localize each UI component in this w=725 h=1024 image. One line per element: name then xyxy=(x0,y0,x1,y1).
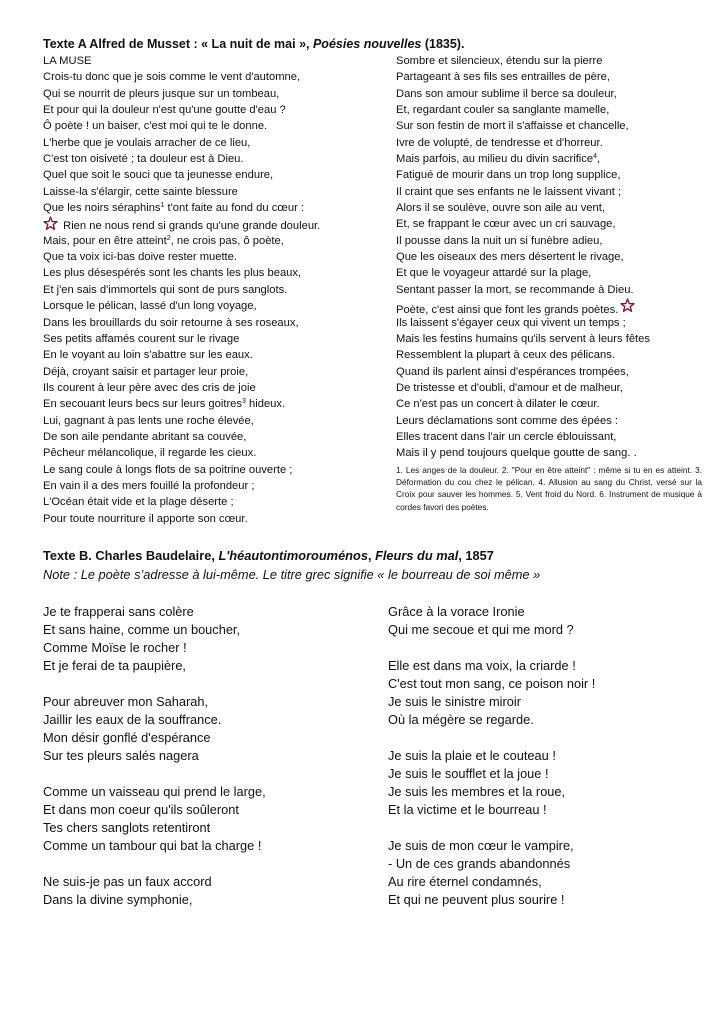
verse-line xyxy=(43,445,383,461)
verse-line: Ne suis-je pas un faux accord xyxy=(43,874,212,889)
star-outline-icon xyxy=(43,216,58,231)
verse-line: Sur tes pleurs salés nagera xyxy=(43,748,199,763)
texte-a-title-work: Poésies nouvelles xyxy=(312,37,422,51)
verse-line xyxy=(43,86,383,102)
verse-text: En vain il a des mers fouillé la profondeur ; xyxy=(43,479,255,492)
verse-text: Ils courent à leur père avec des cris de joie xyxy=(43,381,256,394)
verse-line xyxy=(396,69,706,85)
verse-text: Sombre et silencieux, étendu sur la pierre xyxy=(396,55,603,67)
verse-line xyxy=(43,478,383,494)
star-outline-icon xyxy=(620,298,635,313)
verse-line: Je suis le sinistre miroir xyxy=(388,694,521,709)
texte-a-left-column xyxy=(43,53,383,527)
verse-line xyxy=(396,53,706,69)
verse-text: Mais les festins humains qu'ils servent à leurs fêtes xyxy=(396,332,650,345)
verse-line: Et qui ne peuvent plus sourire ! xyxy=(388,892,565,907)
verse-line xyxy=(43,429,383,445)
verse-text: Fatigué de mourir dans un trop long supplice, xyxy=(396,169,621,182)
verse-line xyxy=(43,494,383,510)
verse-text: Mais parfois, au milieu du divin sacrifice xyxy=(396,153,594,166)
footnotes: 1. Les anges de la douleur. 2. "Pour en être atteint" : même si tu en es atteint. 3. Déformation du cou chez le pélican. 4. Allusion au sang du Christ, versé sur la Croix pour sauver les hommes. 5. Vent froid du Nord. 6. Instrument de musique à cordes favori des poètes. xyxy=(396,465,702,512)
verse-line: Dans la divine symphonie, xyxy=(43,892,193,907)
verse-text: De tristesse et d'oubli, d'amour et de malheur, xyxy=(396,381,623,394)
stanza xyxy=(388,603,708,639)
verse-text-after: t'ont faite au fond du cœur : xyxy=(164,202,305,215)
texte-b-title-work: L'héautontimorouménos xyxy=(218,548,368,563)
footnote-marker: 2 xyxy=(166,234,171,242)
verse-text: Laisse-la s'élargir, cette sainte blessure xyxy=(43,185,238,198)
texte-a-right-column xyxy=(396,53,706,462)
verse-line xyxy=(43,53,383,69)
verse-text: Quel que soit le souci que ta jeunesse endure, xyxy=(43,169,274,182)
verse-line xyxy=(43,135,383,151)
verse-line xyxy=(43,200,383,216)
footnote-marker: 4 xyxy=(593,153,598,161)
verse-line xyxy=(396,265,706,281)
verse-line xyxy=(43,396,383,412)
verse-line xyxy=(396,200,706,216)
verse-line xyxy=(396,167,706,183)
stanza xyxy=(43,693,363,765)
verse-line: - Un de ces grands abandonnés xyxy=(388,856,571,871)
verse-line xyxy=(43,265,383,281)
verse-text: Lorsque le pélican, lassé d'un long voyage, xyxy=(43,300,257,313)
verse-line xyxy=(43,233,383,249)
verse-line xyxy=(396,249,706,265)
verse-text: L'herbe que je voulais arracher de ce lieu, xyxy=(43,136,251,149)
verse-line xyxy=(396,216,706,232)
verse-text: Dans les brouillards du soir retourne à ses roseaux, xyxy=(43,316,299,329)
verse-line xyxy=(43,380,383,396)
verse-line xyxy=(396,429,706,445)
verse-text: En le voyant au loin s'abattre sur les eaux. xyxy=(43,349,253,362)
verse-line: Comme Moïse le rocher ! xyxy=(43,640,187,655)
verse-text: Et, regardant couler sa sanglante mamelle, xyxy=(396,104,610,117)
verse-line xyxy=(396,331,706,347)
texte-b-title xyxy=(43,548,703,563)
verse-text: Partageant à ses fils ses entrailles de père, xyxy=(396,71,610,84)
stanza xyxy=(388,657,708,729)
verse-text: Sur son festin de mort il s'affaisse et chancelle, xyxy=(396,120,629,133)
verse-line: Je te frapperai sans colère xyxy=(43,604,194,619)
verse-text: Qui se nourrit de pleurs jusque sur un tombeau, xyxy=(43,87,280,100)
texte-a-title-date: (1835). xyxy=(421,37,465,51)
verse-text: Leurs déclamations sont comme des épées : xyxy=(396,414,619,427)
verse-text: C'est ton oisiveté ; ta douleur est à Dieu. xyxy=(43,153,244,166)
texte-b-note: Note : Le poète s’adresse à lui-même. Le titre grec signifie « le bourreau de soi même » xyxy=(43,567,541,582)
verse-text: Mais, pour en être atteint xyxy=(43,234,167,247)
verse-text: De son aile pendante abritant sa couvée, xyxy=(43,430,247,443)
verse-text-after: , ne crois pas, ô poète, xyxy=(170,234,284,247)
verse-text: Déjà, croyant saisir et partager leur proie, xyxy=(43,365,249,378)
verse-text: Ses petits affamés courent sur le rivage xyxy=(43,332,240,345)
verse-line: Et sans haine, comme un boucher, xyxy=(43,622,241,637)
verse-line xyxy=(396,315,706,331)
verse-line: Mon désir gonflé d'espérance xyxy=(43,730,211,745)
verse-line xyxy=(43,315,383,331)
texte-b-title-sep: , xyxy=(367,548,376,563)
verse-text: Alors il se soulève, ouvre son aile au vent, xyxy=(396,202,605,215)
verse-text-after: hideux. xyxy=(245,398,286,411)
texte-a-title xyxy=(43,37,703,51)
verse-line xyxy=(43,364,383,380)
verse-line xyxy=(396,396,706,412)
verse-line xyxy=(43,347,383,363)
verse-text: Les plus désespérés sont les chants les plus beaux, xyxy=(43,267,302,280)
verse-line xyxy=(396,102,706,118)
verse-line: Au rire éternel condamnés, xyxy=(388,874,542,889)
verse-line xyxy=(43,167,383,183)
verse-line xyxy=(43,249,383,265)
verse-line: Pour abreuver mon Saharah, xyxy=(43,694,209,709)
texte-b-right-column xyxy=(388,603,708,927)
stanza xyxy=(43,873,363,909)
verse-text: Et que le voyageur attardé sur la plage, xyxy=(396,267,592,280)
verse-line xyxy=(396,135,706,151)
verse-line xyxy=(396,282,706,298)
verse-line xyxy=(396,364,706,380)
verse-text: Dans son amour sublime il berce sa douleur, xyxy=(396,87,617,100)
verse-line xyxy=(43,151,383,167)
verse-text: Et pour qui la douleur n'est qu'une goutte d'eau ? xyxy=(43,104,286,117)
verse-line xyxy=(43,282,383,298)
verse-line xyxy=(43,216,383,232)
texte-b-title-author: Texte B. Charles Baudelaire, xyxy=(43,548,219,563)
verse-text: Et, se frappant le cœur avec un cri sauvage, xyxy=(396,218,616,231)
verse-text: Poète, c'est ainsi que font les grands poètes. xyxy=(396,304,619,317)
verse-line xyxy=(396,380,706,396)
stanza xyxy=(43,603,363,675)
verse-line xyxy=(43,69,383,85)
verse-line: Jaillir les eaux de la souffrance. xyxy=(43,712,222,727)
verse-text: LA MUSE xyxy=(43,55,92,67)
verse-line xyxy=(396,298,706,317)
verse-text: Ce n'est pas un concert à dilater le cœur. xyxy=(396,398,600,411)
verse-line xyxy=(396,233,706,249)
verse-line: Et je ferai de ta paupière, xyxy=(43,658,186,673)
verse-line: Comme un vaisseau qui prend le large, xyxy=(43,784,266,799)
verse-text: Sentant passer la mort, se recommande à Dieu. xyxy=(396,283,634,296)
verse-text: Ils laissent s'égayer ceux qui vivent un temps ; xyxy=(396,316,626,329)
verse-text: Pêcheur mélancolique, il regarde les cieux. xyxy=(43,447,257,460)
verse-line: Je suis les membres et la roue, xyxy=(388,784,566,799)
verse-text: En secouant leurs becs sur leurs goitres xyxy=(43,398,242,411)
verse-text: Ivre de volupté, de tendresse et d'horreur. xyxy=(396,136,603,149)
verse-line xyxy=(396,86,706,102)
verse-line: Je suis le soufflet et la joue ! xyxy=(388,766,549,781)
texte-a-title-author: Texte A Alfred de Musset : « La nuit de mai », xyxy=(43,37,313,51)
verse-text: Crois-tu donc que je sois comme le vent d'automne, xyxy=(43,71,301,84)
verse-text: Il craint que ses enfants ne le laissent vivant ; xyxy=(396,185,622,198)
texte-b-title-collection: Fleurs du mal xyxy=(375,548,459,563)
verse-line xyxy=(396,445,706,461)
verse-line: Qui me secoue et qui me mord ? xyxy=(388,622,574,637)
texte-b-left-column xyxy=(43,603,363,927)
verse-line xyxy=(43,118,383,134)
verse-text-after: , xyxy=(597,153,601,166)
verse-line: Je suis de mon cœur le vampire, xyxy=(388,838,574,853)
verse-line xyxy=(396,413,706,429)
stanza xyxy=(388,837,708,909)
verse-text: Quand ils parlent ainsi d'espérances trompées, xyxy=(396,365,629,378)
verse-text: Que les oiseaux des mers désertent le rivage, xyxy=(396,251,624,264)
stanza xyxy=(388,747,708,819)
verse-line xyxy=(43,298,383,314)
stanza xyxy=(43,783,363,855)
verse-line: C'est tout mon sang, ce poison noir ! xyxy=(388,676,596,691)
footnote-marker: 3 xyxy=(242,398,246,406)
verse-text: Ô poète ! un baiser, c'est moi qui te le donne. xyxy=(43,120,268,133)
verse-text: Lui, gagnant à pas lents une roche élevée, xyxy=(43,414,254,427)
verse-line: Elle est dans ma voix, la criarde ! xyxy=(388,658,576,673)
verse-text: Le sang coule à longs flots de sa poitrine ouverte ; xyxy=(43,463,293,476)
verse-text: Rien ne nous rend si grands qu'une grande douleur. xyxy=(60,220,321,233)
verse-line xyxy=(43,511,383,527)
verse-text: Elles tracent dans l'air un cercle éblouissant, xyxy=(396,430,617,443)
texte-b-title-date: , 1857 xyxy=(458,548,494,563)
verse-line xyxy=(43,331,383,347)
verse-text: Mais il y pend toujours quelque goutte de sang. . xyxy=(396,447,637,460)
verse-line: Grâce à la vorace Ironie xyxy=(388,604,525,619)
verse-line xyxy=(396,118,706,134)
verse-line xyxy=(43,462,383,478)
verse-line: Et la victime et le bourreau ! xyxy=(388,802,547,817)
verse-line xyxy=(43,184,383,200)
verse-line: Comme un tambour qui bat la charge ! xyxy=(43,838,262,853)
verse-line xyxy=(43,413,383,429)
verse-text: Que les noirs séraphins xyxy=(43,202,161,215)
footnote-marker: 1 xyxy=(160,202,165,210)
verse-text: Pour toute nourriture il apporte son cœur. xyxy=(43,512,248,525)
verse-text: Et j'en sais d'immortels qui sont de purs sanglots. xyxy=(43,283,288,296)
verse-text: Il pousse dans la nuit un si funèbre adieu, xyxy=(396,234,603,247)
verse-line xyxy=(396,347,706,363)
verse-text: Que ta voix ici-bas doive rester muette. xyxy=(43,251,238,264)
verse-line xyxy=(396,151,706,167)
verse-text: Ressemblent la plupart à ceux des pélicans. xyxy=(396,349,615,362)
verse-line: Tes chers sanglots retentiront xyxy=(43,820,211,835)
verse-line xyxy=(396,184,706,200)
verse-line xyxy=(43,102,383,118)
verse-line: Et dans mon coeur qu'ils soûleront xyxy=(43,802,239,817)
verse-line: Je suis la plaie et le couteau ! xyxy=(388,748,556,763)
verse-line: Où la mégère se regarde. xyxy=(388,712,534,727)
verse-text: L'Océan était vide et la plage déserte ; xyxy=(43,496,234,509)
